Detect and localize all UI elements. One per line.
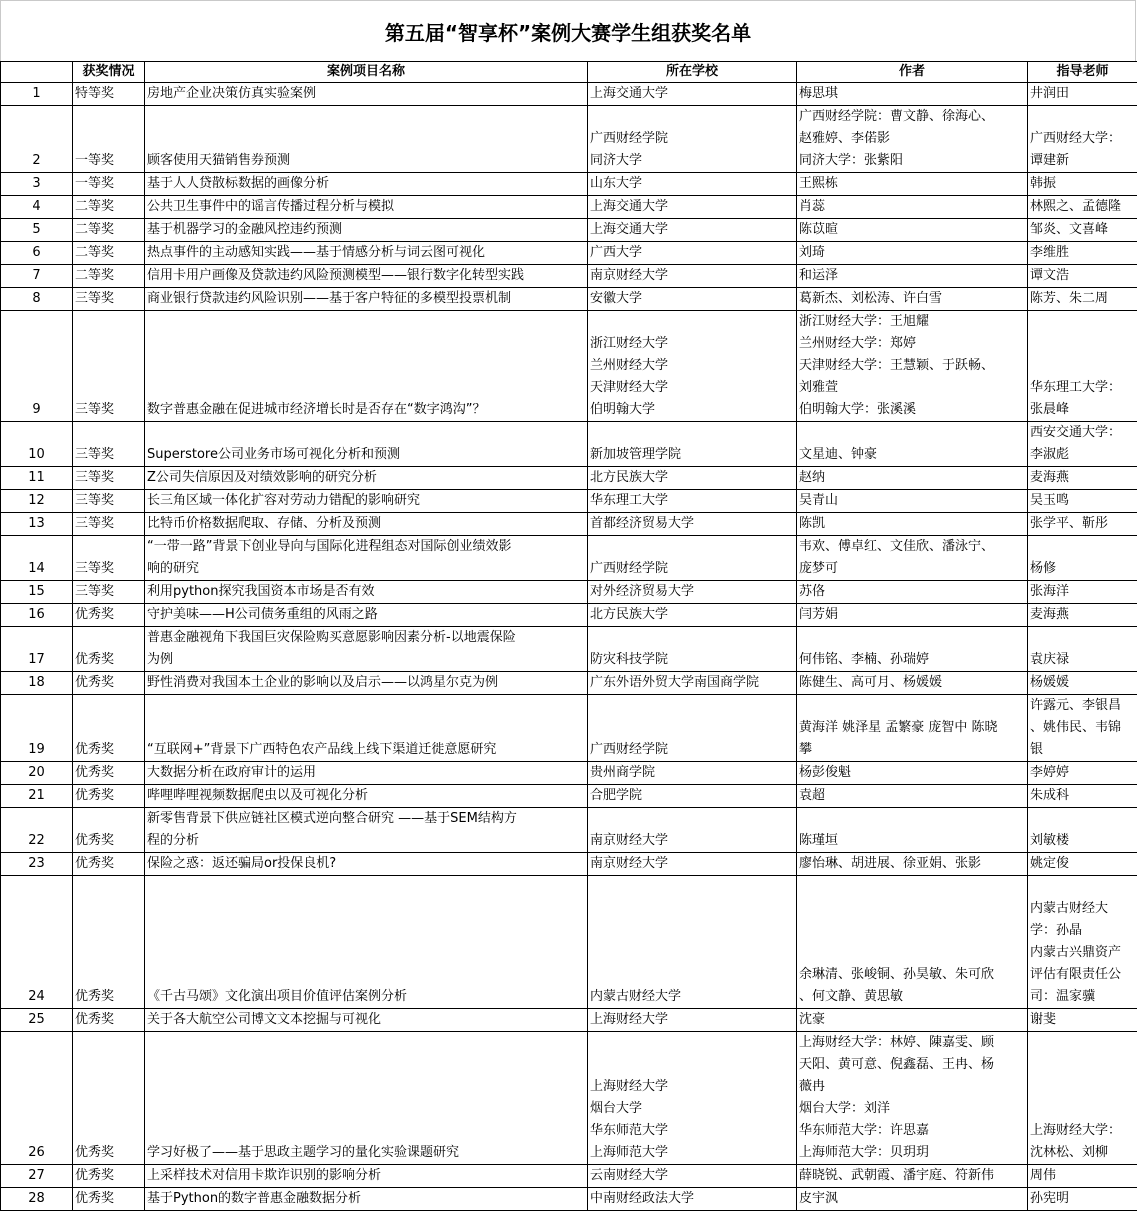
cell-index: 24 [1, 876, 73, 1009]
table-row [1, 83, 1137, 106]
cell-project: 热点事件的主动感知实践——基于情感分析与词云图可视化 [145, 242, 588, 265]
cell-author: 余琳清、张峻铜、孙昊敏、朱可欣 、何文静、黄思敏 [797, 876, 1028, 1009]
cell-index: 1 [1, 83, 73, 106]
cell-project: 基于机器学习的金融风控违约预测 [145, 219, 588, 242]
cell-advisor: 姚定俊 [1028, 853, 1137, 876]
cell-school: 北方民族大学 [588, 467, 797, 490]
cell-author: 陈健生、高可月、杨媛媛 [797, 672, 1028, 695]
cell-school: 新加坡管理学院 [588, 422, 797, 467]
cell-award: 一等奖 [73, 173, 145, 196]
cell-project: “一带一路”背景下创业导向与国际化进程组态对国际创业绩效影 响的研究 [145, 536, 588, 581]
cell-project: 普惠金融视角下我国巨灾保险购买意愿影响因素分析-以地震保险 为例 [145, 627, 588, 672]
cell-advisor: 谭文浩 [1028, 265, 1137, 288]
cell-award: 二等奖 [73, 219, 145, 242]
cell-author: 葛新杰、刘松涛、许白雪 [797, 288, 1028, 311]
cell-award: 三等奖 [73, 467, 145, 490]
table-row [1, 490, 1137, 513]
cell-project: 哔哩哔哩视频数据爬虫以及可视化分析 [145, 785, 588, 808]
table-row [1, 876, 1137, 1009]
cell-project: 《千古马颂》文化演出项目价值评估案例分析 [145, 876, 588, 1009]
cell-advisor: 张海洋 [1028, 581, 1137, 604]
cell-project: 基于Python的数字普惠金融数据分析 [145, 1188, 588, 1211]
cell-index: 26 [1, 1032, 73, 1165]
cell-school: 云南财经大学 [588, 1165, 797, 1188]
table-row [1, 106, 1137, 173]
cell-index: 8 [1, 288, 73, 311]
cell-advisor: 林熙之、孟德隆 [1028, 196, 1137, 219]
cell-award: 三等奖 [73, 581, 145, 604]
cell-author: 何伟铭、李楠、孙瑞婷 [797, 627, 1028, 672]
table-row [1, 173, 1137, 196]
cell-school: 上海交通大学 [588, 83, 797, 106]
cell-author: 肖蕊 [797, 196, 1028, 219]
cell-award: 优秀奖 [73, 808, 145, 853]
cell-index: 21 [1, 785, 73, 808]
header-school: 所在学校 [588, 62, 797, 83]
cell-author: 皮宇沨 [797, 1188, 1028, 1211]
cell-index: 3 [1, 173, 73, 196]
cell-project: 利用python探究我国资本市场是否有效 [145, 581, 588, 604]
cell-author: 和运泽 [797, 265, 1028, 288]
cell-advisor: 邹炎、文喜峰 [1028, 219, 1137, 242]
cell-award: 优秀奖 [73, 672, 145, 695]
table-row [1, 196, 1137, 219]
cell-author: 王熙栋 [797, 173, 1028, 196]
cell-advisor: 许露元、李银昌 、姚伟民、韦锦 银 [1028, 695, 1137, 762]
cell-school: 广西大学 [588, 242, 797, 265]
cell-school: 安徽大学 [588, 288, 797, 311]
cell-school: 南京财经大学 [588, 808, 797, 853]
cell-index: 18 [1, 672, 73, 695]
cell-author: 浙江财经大学：王旭耀 兰州财经大学：郑婷 天津财经大学：王慧颖、于跃畅、 刘雅萱 伯明翰大学：张溪溪 [797, 311, 1028, 422]
cell-project: 信用卡用户画像及贷款违约风险预测模型——银行数字化转型实践 [145, 265, 588, 288]
cell-index: 4 [1, 196, 73, 219]
cell-school: 广西财经学院 [588, 695, 797, 762]
cell-project: 学习好极了——基于思政主题学习的量化实验课题研究 [145, 1032, 588, 1165]
cell-advisor: 广西财经大学： 谭建新 [1028, 106, 1137, 173]
cell-school: 广东外语外贸大学南国商学院 [588, 672, 797, 695]
cell-project: 房地产企业决策仿真实验案例 [145, 83, 588, 106]
cell-advisor: 周伟 [1028, 1165, 1137, 1188]
cell-award: 优秀奖 [73, 876, 145, 1009]
cell-school: 合肥学院 [588, 785, 797, 808]
cell-index: 10 [1, 422, 73, 467]
cell-advisor: 西安交通大学： 李淑彪 [1028, 422, 1137, 467]
header-index [1, 62, 73, 83]
cell-author: 陈苡暄 [797, 219, 1028, 242]
table-row [1, 604, 1137, 627]
cell-award: 特等奖 [73, 83, 145, 106]
table-row [1, 627, 1137, 672]
cell-award: 优秀奖 [73, 627, 145, 672]
cell-advisor: 陈芳、朱二周 [1028, 288, 1137, 311]
cell-author: 黄海洋 姚泽星 孟繁豪 庞智中 陈晓 攀 [797, 695, 1028, 762]
cell-author: 薛晓锐、武朝霞、潘宇庭、符新伟 [797, 1165, 1028, 1188]
table-row [1, 695, 1137, 762]
table-row [1, 1188, 1137, 1211]
cell-project: 上采样技术对信用卡欺诈识别的影响分析 [145, 1165, 588, 1188]
cell-project: 基于人人贷散标数据的画像分析 [145, 173, 588, 196]
cell-author: 赵纳 [797, 467, 1028, 490]
cell-index: 22 [1, 808, 73, 853]
cell-author: 陈瑾垣 [797, 808, 1028, 853]
cell-author: 刘琦 [797, 242, 1028, 265]
cell-advisor: 刘敏楼 [1028, 808, 1137, 853]
cell-index: 7 [1, 265, 73, 288]
cell-project: 比特币价格数据爬取、存储、分析及预测 [145, 513, 588, 536]
header-award: 获奖情况 [73, 62, 145, 83]
cell-advisor: 袁庆禄 [1028, 627, 1137, 672]
cell-index: 2 [1, 106, 73, 173]
cell-author: 苏佫 [797, 581, 1028, 604]
cell-index: 28 [1, 1188, 73, 1211]
cell-author: 陈凯 [797, 513, 1028, 536]
table-row [1, 265, 1137, 288]
cell-index: 15 [1, 581, 73, 604]
table-row [1, 513, 1137, 536]
cell-project: Superstore公司业务市场可视化分析和预测 [145, 422, 588, 467]
table-row [1, 853, 1137, 876]
cell-award: 二等奖 [73, 196, 145, 219]
table-row [1, 672, 1137, 695]
header-advisor: 指导老师 [1028, 62, 1137, 83]
cell-advisor: 麦海燕 [1028, 467, 1137, 490]
table-row [1, 467, 1137, 490]
cell-author: 广西财经学院：曹文静、徐海心、 赵雅婷、李偌影 同济大学：张紫阳 [797, 106, 1028, 173]
cell-school: 上海交通大学 [588, 196, 797, 219]
cell-award: 优秀奖 [73, 1165, 145, 1188]
table-row [1, 1009, 1137, 1032]
header-row [1, 62, 1137, 83]
cell-award: 三等奖 [73, 288, 145, 311]
cell-index: 11 [1, 467, 73, 490]
cell-award: 三等奖 [73, 513, 145, 536]
cell-award: 一等奖 [73, 106, 145, 173]
cell-author: 文星迪、钟豪 [797, 422, 1028, 467]
table-row [1, 762, 1137, 785]
table-row [1, 581, 1137, 604]
cell-award: 三等奖 [73, 536, 145, 581]
cell-advisor: 李维胜 [1028, 242, 1137, 265]
cell-project: 守护美味——H公司债务重组的风雨之路 [145, 604, 588, 627]
cell-award: 优秀奖 [73, 762, 145, 785]
cell-school: 贵州商学院 [588, 762, 797, 785]
cell-author: 杨彭俊魁 [797, 762, 1028, 785]
cell-school: 上海财经大学 [588, 1009, 797, 1032]
header-author: 作者 [797, 62, 1028, 83]
cell-award: 优秀奖 [73, 1009, 145, 1032]
cell-school: 南京财经大学 [588, 853, 797, 876]
cell-school: 广西财经学院 [588, 536, 797, 581]
cell-advisor: 张学平、靳彤 [1028, 513, 1137, 536]
cell-author: 韦欢、傅卓红、文佳欣、潘泳宁、 庞梦可 [797, 536, 1028, 581]
cell-advisor: 吴玉鸣 [1028, 490, 1137, 513]
cell-award: 三等奖 [73, 311, 145, 422]
cell-project: 保险之惑：返还骗局or投保良机? [145, 853, 588, 876]
table-row [1, 785, 1137, 808]
cell-award: 二等奖 [73, 242, 145, 265]
cell-award: 二等奖 [73, 265, 145, 288]
cell-index: 14 [1, 536, 73, 581]
cell-project: 关于各大航空公司博文文本挖掘与可视化 [145, 1009, 588, 1032]
cell-project: 数字普惠金融在促进城市经济增长时是否存在“数字鸿沟”？ [145, 311, 588, 422]
cell-advisor: 朱成科 [1028, 785, 1137, 808]
cell-school: 首都经济贸易大学 [588, 513, 797, 536]
cell-index: 5 [1, 219, 73, 242]
cell-index: 23 [1, 853, 73, 876]
cell-advisor: 孙宪明 [1028, 1188, 1137, 1211]
cell-index: 25 [1, 1009, 73, 1032]
cell-advisor: 李婷婷 [1028, 762, 1137, 785]
table-row [1, 219, 1137, 242]
title-bar [0, 0, 1136, 61]
cell-author: 梅思琪 [797, 83, 1028, 106]
table-body [1, 83, 1137, 1211]
cell-advisor: 谢斐 [1028, 1009, 1137, 1032]
cell-award: 优秀奖 [73, 853, 145, 876]
table-row [1, 311, 1137, 422]
cell-school: 浙江财经大学 兰州财经大学 天津财经大学 伯明翰大学 [588, 311, 797, 422]
table-row [1, 422, 1137, 467]
cell-school: 中南财经政法大学 [588, 1188, 797, 1211]
cell-advisor: 杨媛媛 [1028, 672, 1137, 695]
cell-project: 大数据分析在政府审计的运用 [145, 762, 588, 785]
cell-author: 闫芳娟 [797, 604, 1028, 627]
cell-school: 对外经济贸易大学 [588, 581, 797, 604]
cell-project: 顾客使用天猫销售券预测 [145, 106, 588, 173]
cell-author: 袁超 [797, 785, 1028, 808]
cell-project: 商业银行贷款违约风险识别——基于客户特征的多模型投票机制 [145, 288, 588, 311]
cell-award: 优秀奖 [73, 695, 145, 762]
cell-project: 野性消费对我国本土企业的影响以及启示——以鸿星尔克为例 [145, 672, 588, 695]
cell-advisor: 杨修 [1028, 536, 1137, 581]
cell-index: 9 [1, 311, 73, 422]
header-project: 案例项目名称 [145, 62, 588, 83]
cell-advisor: 内蒙古财经大 学：孙晶 内蒙古兴鼎资产 评估有限责任公 司：温家骥 [1028, 876, 1137, 1009]
cell-project: Z公司失信原因及对绩效影响的研究分析 [145, 467, 588, 490]
cell-index: 17 [1, 627, 73, 672]
table-row [1, 536, 1137, 581]
page-title: 第五届“智享杯”案例大赛学生组获奖名单 [385, 17, 751, 46]
cell-school: 南京财经大学 [588, 265, 797, 288]
cell-index: 12 [1, 490, 73, 513]
cell-advisor: 麦海燕 [1028, 604, 1137, 627]
cell-advisor: 华东理工大学： 张晨峰 [1028, 311, 1137, 422]
cell-school: 内蒙古财经大学 [588, 876, 797, 1009]
cell-award: 优秀奖 [73, 604, 145, 627]
cell-award: 优秀奖 [73, 1032, 145, 1165]
cell-school: 山东大学 [588, 173, 797, 196]
table-row [1, 1032, 1137, 1165]
cell-project: “互联网+”背景下广西特色农产品线上线下渠道迁徙意愿研究 [145, 695, 588, 762]
cell-award: 优秀奖 [73, 1188, 145, 1211]
cell-index: 13 [1, 513, 73, 536]
cell-author: 上海财经大学：林婷、陳嘉雯、顾 天阳、黄可意、倪鑫磊、王冉、杨 薇冉 烟台大学：刘洋 华东师范大学：许思嘉 上海师范大学：贝玥玥 [797, 1032, 1028, 1165]
cell-author: 沈豪 [797, 1009, 1028, 1032]
cell-award: 优秀奖 [73, 785, 145, 808]
cell-author: 廖怡琳、胡进展、徐亚娟、张影 [797, 853, 1028, 876]
cell-index: 27 [1, 1165, 73, 1188]
table-row [1, 288, 1137, 311]
cell-project: 长三角区域一体化扩容对劳动力错配的影响研究 [145, 490, 588, 513]
cell-school: 防灾科技学院 [588, 627, 797, 672]
cell-award: 三等奖 [73, 422, 145, 467]
cell-award: 三等奖 [73, 490, 145, 513]
cell-index: 16 [1, 604, 73, 627]
cell-project: 新零售背景下供应链社区模式逆向整合研究 ——基于SEM结构方 程的分析 [145, 808, 588, 853]
cell-school: 上海交通大学 [588, 219, 797, 242]
cell-school: 北方民族大学 [588, 604, 797, 627]
cell-author: 吴青山 [797, 490, 1028, 513]
cell-index: 6 [1, 242, 73, 265]
cell-index: 19 [1, 695, 73, 762]
cell-index: 20 [1, 762, 73, 785]
cell-advisor: 井润田 [1028, 83, 1137, 106]
table-row [1, 1165, 1137, 1188]
table-row [1, 242, 1137, 265]
cell-project: 公共卫生事件中的谣言传播过程分析与模拟 [145, 196, 588, 219]
cell-advisor: 上海财经大学： 沈林松、刘柳 [1028, 1032, 1137, 1165]
award-table [0, 61, 1137, 1211]
cell-school: 上海财经大学 烟台大学 华东师范大学 上海师范大学 [588, 1032, 797, 1165]
cell-school: 华东理工大学 [588, 490, 797, 513]
cell-school: 广西财经学院 同济大学 [588, 106, 797, 173]
table-row [1, 808, 1137, 853]
cell-advisor: 韩振 [1028, 173, 1137, 196]
